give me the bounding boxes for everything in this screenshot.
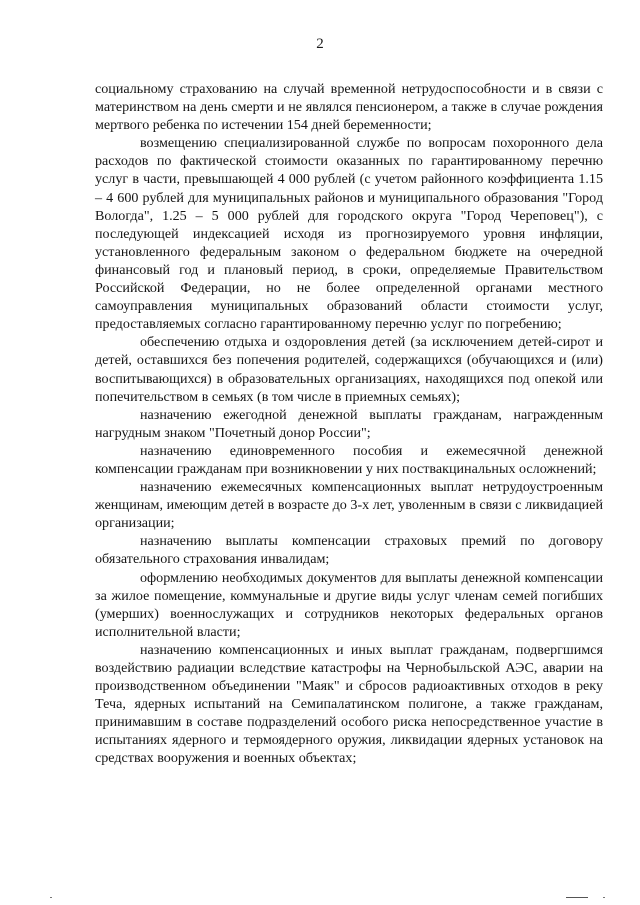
paragraph-vaccination-compensation: назначению единовременного пособия и ежемесячной денежной компенсации гражданам при возникновении у них поствакцинальных осложнений;	[95, 442, 603, 477]
paragraph-women-compensation: назначению ежемесячных компенсационных выплат нетрудоустроенным женщинам, имеющим детей в возрасте до 3-х лет, уволенным в связи с ликвидацией организации;	[95, 479, 603, 532]
paragraph-insurance-compensation: назначению выплаты компенсации страховых премий по договору обязательного страхования инвалидам;	[95, 533, 603, 568]
paragraph-continuation: социальному страхованию на случай временной нетрудоспособности и в связи с материнством на день смерти и не являлся пенсионером, а также в случае рождения мертвого ребенка по истечении 154 дней беременности;	[95, 81, 603, 134]
scan-artifact-dot	[50, 897, 52, 898]
page-number: 2	[316, 36, 324, 52]
scan-artifact-line	[566, 897, 588, 898]
paragraph-housing-compensation: оформлению необходимых документов для выплаты денежной компенсации за жилое помещение, коммунальные и другие виды услуг членам семей погибших (умерших) военнослужащих и сотрудников некоторых федеральных органов исполнительной власти;	[95, 569, 603, 640]
paragraph-radiation-payments: назначению компенсационных и иных выплат гражданам, подвергшимся воздействию радиации вследствие катастрофы на Чернобыльской АЭС, аварии на производственном объединении "Маяк" и сбросов радиоактивных отходов в реку Теча, ядерных испытаний на Семипалатинском полигоне, а также гражданам, принимавшим в составе подразделений особого риска непосредственное участие в испытаниях ядерного и термоядерного оружия, ликвидации ядерных установок на средствах вооружения и военных объектах;	[95, 641, 603, 767]
scan-artifact-dot	[603, 897, 605, 898]
paragraph-funeral-services: возмещению специализированной службе по вопросам похоронного дела расходов по фактической стоимости оказанных по гарантированному перечню услуг в части, превышающей 4 000 рублей (с учетом районного коэффициента 1.15 – 4 600 рублей для муниципальных районов и муниципального образования "Город Вологда", 1.25 – 5 000 рублей для городского округа "Город Череповец"), с последующей индексацией исходя из прогнозируемого уровня инфляции, установленного федеральным законом о федеральном бюджете на очередной финансовый год и плановый период, в сроки, определяемые Правительством Российской Федерации, но не более определенной органами местного самоуправления муниципальных образований области стоимости услуг, предоставляемых согласно гарантированному перечню услуг по погребению;	[95, 135, 603, 333]
paragraph-donor-payment: назначению ежегодной денежной выплаты гражданам, награжденным нагрудным знаком "Почетный донор России";	[95, 406, 603, 441]
paragraph-children-recreation: обеспечению отдыха и оздоровления детей (за исключением детей-сирот и детей, оставшихся без попечения родителей, содержащихся (обучающихся и (или) воспитывающихся) в образовательных организациях, находящихся под опекой или попечительством в семьях (в том числе в приемных семьях);	[95, 334, 603, 405]
document-body	[95, 80, 603, 768]
